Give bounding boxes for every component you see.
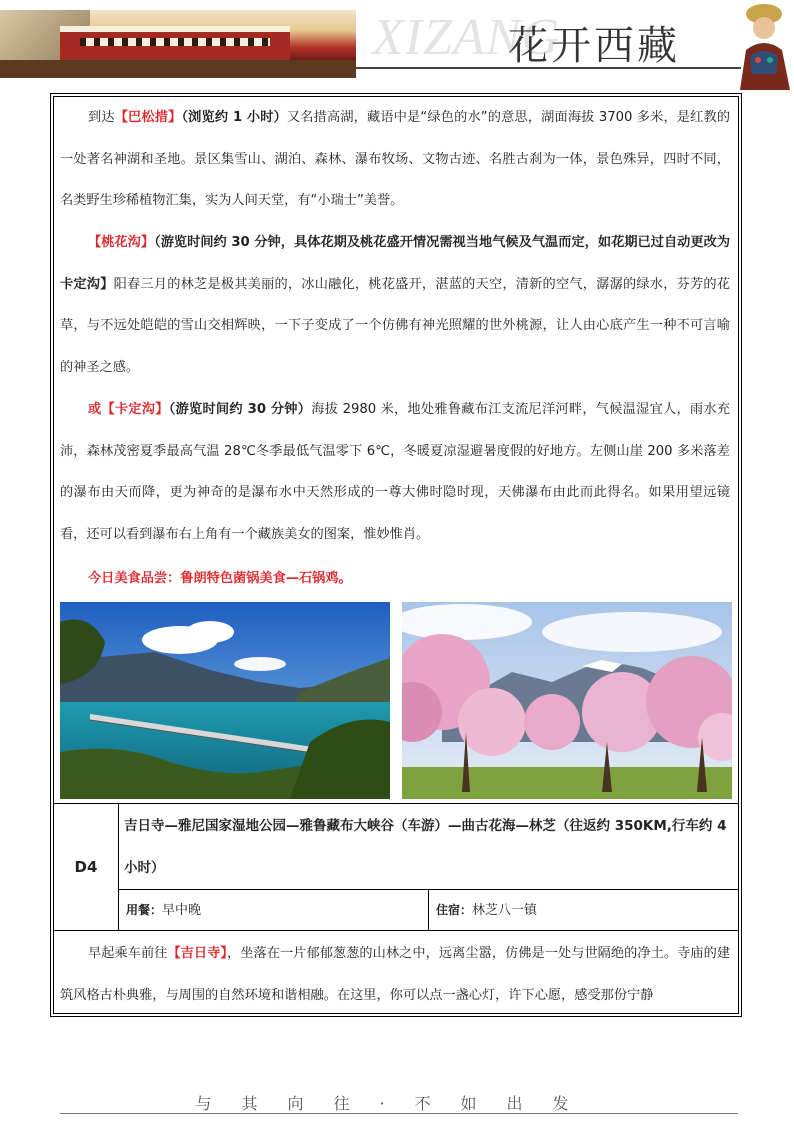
basongcuo-name: 【巴松措】 [114, 110, 182, 125]
basongcuo-paragraph: 到达【巴松措】（浏览约 1 小时）又名措高湖，藏语中是“绿色的水”的意思，湖面海拔 3700 多米，是红教的一处著名神湖和圣地。景区集雪山、湖泊、森林、瀑布牧场、文物古迹、名胜古刹为一体，景色殊异，四时不同，名类野生珍稀植物汇集，实为人间天堂，有“小瑞士”美誉。 [60, 110, 731, 208]
taohuagou-name: 【桃花沟】 [88, 235, 155, 250]
jirisi-paragraph: 早起乘车前往【吉日寺】，坐落在一片郁郁葱葱的山林之中，远离尘嚣，仿佛是一处与世隔绝的净土。寺庙的建筑风格古朴典雅，与周围的自然环境和谐相融。在这里，你可以点一盏心灯，许下心愿，感受那份宁静 [60, 946, 731, 1003]
header-title: 花开西藏 [508, 23, 680, 69]
kadinggou-name: 或【卡定沟】 [88, 402, 169, 417]
food-recommendation: 今日美食品尝：鲁朗特色菌锅美食—石锅鸡。 [88, 571, 352, 586]
day-label: D4 [74, 858, 98, 876]
peach-blossom-photo [402, 602, 732, 799]
taohuagou-paragraph: 【桃花沟】（游览时间约 30 分钟，具体花期及桃花盛开情况需视当地气候及气温而定，如花期已过自动更改为卡定沟】阳春三月的林芝是极其美丽的，冰山融化，桃花盛开，湛蓝的天空，清新的空气，潺潺的绿水，芬芳的花草，与不远处皑皑的雪山交相辉映，一下子变成了一个仿佛有神光照耀的世外桃源，让人由心底产生一种不可言喻的神圣之感。 [60, 235, 731, 375]
lake-bridge-photo [60, 602, 390, 799]
potala-banner-image [0, 10, 356, 78]
content-frame [53, 96, 739, 1014]
header-watermark: XIZANG [372, 9, 560, 66]
footer-slogan: 与其向往·不如出发 [195, 1094, 599, 1113]
jirisi-name: 【吉日寺】 [167, 946, 228, 961]
kadinggou-paragraph: 或【卡定沟】（游览时间约 30 分钟）海拔 2980 米，地处雅鲁藏布江支流尼洋河畔，气候温湿宜人，雨水充沛，森林茂密夏季最高气温 28℃冬季最低气温零下 6℃，冬暖夏凉湿避暑度假的好地方。左侧山崖 200 多米落差的瀑布由天而降，更为神奇的是瀑布水中天然形成的一尊大佛时隐时现，天佛瀑布由此而此得名。如果用望远镜看，还可以看到瀑布右上角有一个藏族美女的图案，惟妙惟肖。 [60, 402, 731, 542]
day-itinerary-row [54, 803, 738, 931]
day-route: 吉日寺—雅尼国家湿地公园—雅鲁藏布大峡谷（车游）—曲古花海—林芝（往返约 350KM,行车约 4 小时） [124, 818, 727, 876]
tibetan-portrait-image [728, 0, 794, 90]
meal-info: 用餐：早中晚 [126, 903, 202, 918]
stay-info: 住宿：林芝八一镇 [436, 903, 538, 918]
page-header [0, 0, 794, 92]
footer-divider [60, 1113, 738, 1114]
